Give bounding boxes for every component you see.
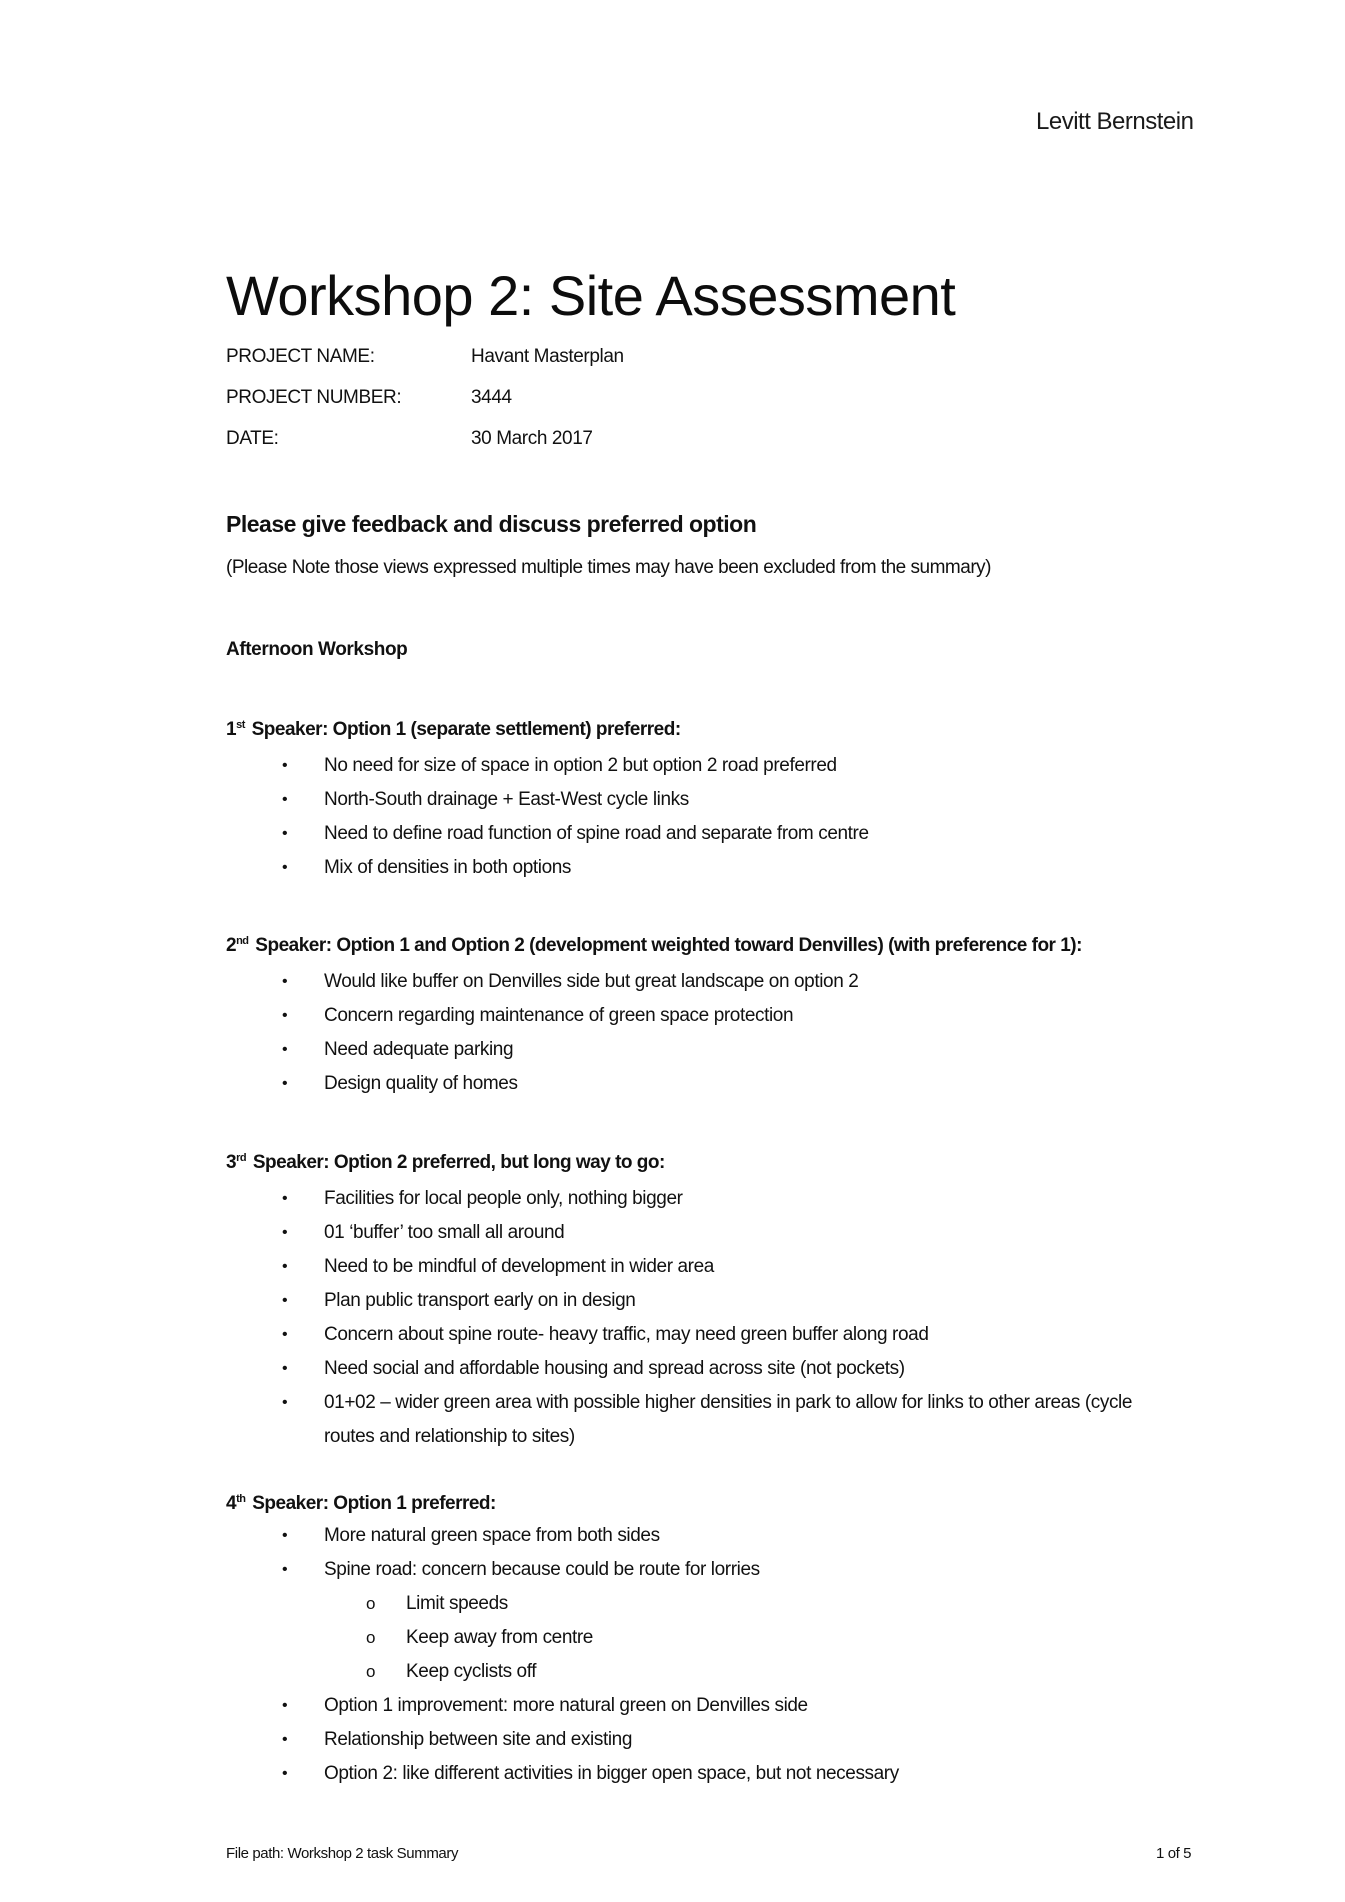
bullet-icon: • xyxy=(282,1224,288,1241)
list-item xyxy=(226,1033,1226,1067)
list-item-text: Concern regarding maintenance of green space protection xyxy=(324,1005,794,1026)
list-item-text: Option 2: like different activities in bigger open space, but not necessary xyxy=(324,1763,899,1784)
workshop-subheading: Afternoon Workshop xyxy=(226,639,408,660)
bullet-icon: • xyxy=(282,1075,288,1092)
bullet-icon: • xyxy=(282,1360,288,1377)
speaker-title-text: Speaker: Option 1 and Option 2 (development weighted toward Denvilles) (with preference for 1): xyxy=(250,935,1082,956)
list-item-text: No need for size of space in option 2 but option 2 road preferred xyxy=(324,755,837,776)
bullet-list xyxy=(226,1519,1226,1791)
list-item xyxy=(226,1723,1226,1757)
list-item xyxy=(226,1519,1226,1553)
sub-list-item xyxy=(324,1621,1226,1655)
list-item xyxy=(226,999,1226,1033)
project-meta xyxy=(226,346,624,469)
sub-bullet-list xyxy=(324,1587,1226,1689)
bullet-icon: • xyxy=(282,1527,288,1544)
ordinal-suffix: st xyxy=(236,719,245,731)
meta-value: 3444 xyxy=(471,387,512,408)
list-item xyxy=(226,1250,1226,1284)
list-item xyxy=(226,1689,1226,1723)
bullet-icon: • xyxy=(282,1731,288,1748)
list-item-text: Need to define road function of spine road and separate from centre xyxy=(324,823,869,844)
list-item xyxy=(226,1352,1226,1386)
list-item-text: Would like buffer on Denvilles side but great landscape on option 2 xyxy=(324,971,859,992)
list-item-text: 01 ‘buffer’ too small all around xyxy=(324,1222,565,1243)
page-title: Workshop 2: Site Assessment xyxy=(226,264,956,327)
section-title: Please give feedback and discuss preferred option xyxy=(226,511,757,537)
meta-row-project-name xyxy=(226,346,624,387)
speaker-3-section xyxy=(226,1152,1226,1454)
list-item xyxy=(226,1182,1226,1216)
bullet-icon: • xyxy=(282,859,288,876)
list-item-text: Keep away from centre xyxy=(406,1627,593,1648)
list-item xyxy=(226,1386,1226,1454)
list-item-text: Plan public transport early on in design xyxy=(324,1290,636,1311)
circle-bullet-icon: o xyxy=(366,1628,376,1647)
meta-label: DATE: xyxy=(226,428,279,449)
bullet-icon: • xyxy=(282,1394,288,1411)
bullet-icon: • xyxy=(282,1258,288,1275)
bullet-icon: • xyxy=(282,1697,288,1714)
list-item-text: North-South drainage + East-West cycle links xyxy=(324,789,689,810)
list-item xyxy=(226,1318,1226,1352)
list-item-text: 01+02 – wider green area with possible higher densities in park to allow for links to other areas (cycle routes and relationship to sites) xyxy=(324,1392,1133,1447)
list-item-text: Need adequate parking xyxy=(324,1039,514,1060)
footer-file-path: File path: Workshop 2 task Summary xyxy=(226,1845,459,1862)
speaker-title-text: Speaker: Option 2 preferred, but long way to go: xyxy=(248,1152,665,1173)
list-item-text: Mix of densities in both options xyxy=(324,857,572,878)
bullet-icon: • xyxy=(282,1041,288,1058)
list-item xyxy=(226,1284,1226,1318)
list-item-text: Design quality of homes xyxy=(324,1073,518,1094)
meta-label: PROJECT NUMBER: xyxy=(226,387,402,408)
list-item-text: Concern about spine route- heavy traffic, may need green buffer along road xyxy=(324,1324,929,1345)
bullet-list xyxy=(226,1182,1226,1454)
list-item-text: Need social and affordable housing and spread across site (not pockets) xyxy=(324,1358,905,1379)
bullet-icon: • xyxy=(282,791,288,808)
list-item-text: Limit speeds xyxy=(406,1593,508,1614)
company-logo: Levitt Bernstein xyxy=(1036,108,1194,135)
speaker-heading xyxy=(226,1152,1226,1182)
list-item xyxy=(226,1067,1226,1101)
bullet-icon: • xyxy=(282,1765,288,1782)
speaker-title-text: Speaker: Option 1 preferred: xyxy=(247,1493,496,1514)
list-item xyxy=(226,783,1226,817)
list-item-text: Facilities for local people only, nothing bigger xyxy=(324,1188,683,1209)
list-item-text: Relationship between site and existing xyxy=(324,1729,633,1750)
meta-row-date xyxy=(226,428,624,469)
bullet-icon: • xyxy=(282,1190,288,1207)
speaker-2-section xyxy=(226,935,1226,1101)
list-item xyxy=(226,1757,1226,1791)
speaker-heading xyxy=(226,935,1226,965)
speaker-title-text: Speaker: Option 1 (separate settlement) preferred: xyxy=(246,719,681,740)
meta-label: PROJECT NAME: xyxy=(226,346,375,367)
list-item xyxy=(226,817,1226,851)
speaker-1-section xyxy=(226,719,1226,885)
list-item-text: Spine road: concern because could be route for lorries xyxy=(324,1559,760,1580)
list-item xyxy=(226,749,1226,783)
bullet-icon: • xyxy=(282,1326,288,1343)
bullet-icon: • xyxy=(282,757,288,774)
bullet-icon: • xyxy=(282,1292,288,1309)
list-item-text: More natural green space from both sides xyxy=(324,1525,660,1546)
ordinal: 3 xyxy=(226,1152,237,1173)
list-item xyxy=(226,965,1226,999)
sub-list-item xyxy=(324,1655,1226,1689)
ordinal-suffix: th xyxy=(236,1493,246,1505)
meta-row-project-number xyxy=(226,387,624,428)
meta-value: 30 March 2017 xyxy=(471,428,593,449)
list-item xyxy=(226,1553,1226,1689)
ordinal: 1 xyxy=(226,719,237,740)
bullet-list xyxy=(226,965,1226,1101)
list-item xyxy=(226,851,1226,885)
bullet-icon: • xyxy=(282,1561,288,1578)
circle-bullet-icon: o xyxy=(366,1662,376,1681)
ordinal-suffix: rd xyxy=(236,1152,247,1164)
speaker-heading xyxy=(226,1493,1226,1519)
ordinal: 4 xyxy=(226,1493,237,1514)
bullet-list xyxy=(226,749,1226,885)
bullet-icon: • xyxy=(282,825,288,842)
sub-list-item xyxy=(324,1587,1226,1621)
bullet-icon: • xyxy=(282,973,288,990)
summary-note: (Please Note those views expressed multiple times may have been excluded from the summary) xyxy=(226,557,991,578)
list-item-text: Need to be mindful of development in wider area xyxy=(324,1256,714,1277)
list-item-text: Option 1 improvement: more natural green on Denvilles side xyxy=(324,1695,808,1716)
ordinal-suffix: nd xyxy=(236,935,249,947)
meta-value: Havant Masterplan xyxy=(471,346,624,367)
speaker-heading xyxy=(226,719,1226,749)
circle-bullet-icon: o xyxy=(366,1594,376,1613)
speaker-4-section xyxy=(226,1493,1226,1791)
list-item xyxy=(226,1216,1226,1250)
page-number: 1 of 5 xyxy=(1156,1845,1192,1862)
list-item-text: Keep cyclists off xyxy=(406,1661,537,1682)
ordinal: 2 xyxy=(226,935,237,956)
bullet-icon: • xyxy=(282,1007,288,1024)
